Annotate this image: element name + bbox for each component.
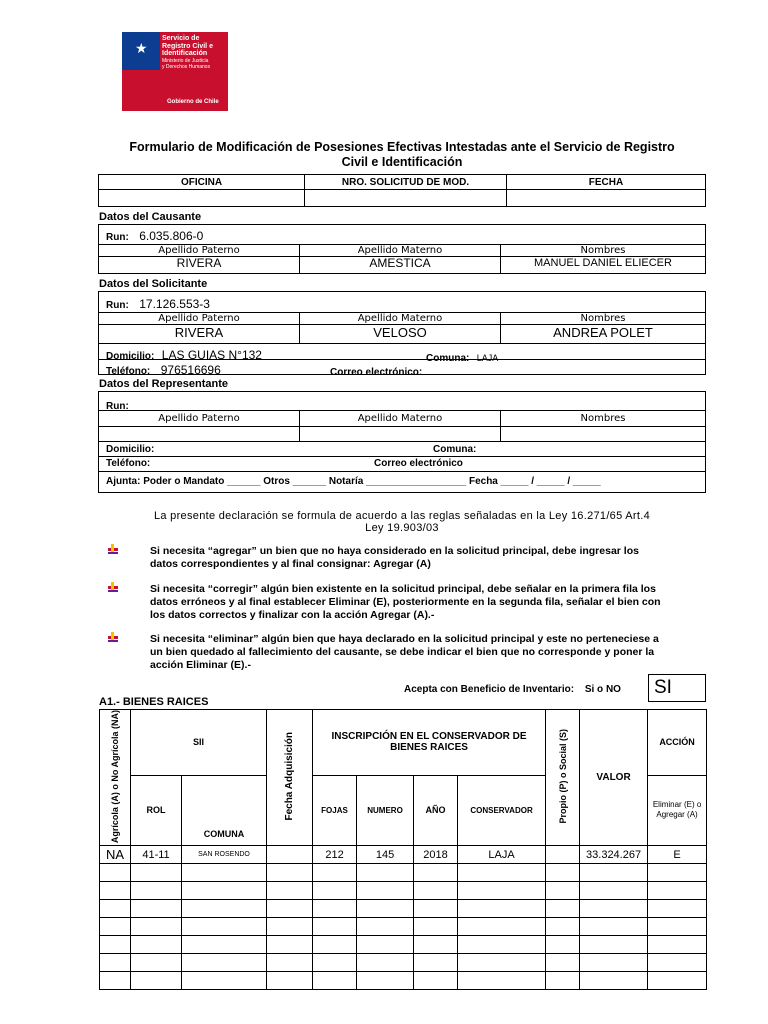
instruction-line: los datos correctos y finalizar con la acción Agregar (A).- bbox=[150, 609, 435, 621]
solicitante-nombres-label: Nombres bbox=[580, 313, 626, 324]
fojas-cell[interactable] bbox=[313, 900, 357, 918]
solicitante-paterno-label: Apellido Paterno bbox=[158, 313, 240, 324]
table-row bbox=[100, 846, 707, 864]
solicitante-run-row bbox=[106, 295, 210, 313]
numero-header: NUMERO bbox=[357, 775, 414, 846]
form-title bbox=[98, 140, 706, 170]
solicitante-correo-label: Correo electrónico: bbox=[330, 367, 423, 378]
accion-cell[interactable] bbox=[648, 936, 707, 954]
comuna-cell[interactable] bbox=[182, 900, 267, 918]
table-row bbox=[100, 936, 707, 954]
rol-cell[interactable] bbox=[131, 864, 182, 882]
fojas-cell[interactable] bbox=[313, 972, 357, 990]
conservador-cell[interactable] bbox=[458, 918, 546, 936]
fecha-cell[interactable] bbox=[267, 846, 313, 864]
accion-cell[interactable] bbox=[648, 954, 707, 972]
rol-cell[interactable] bbox=[131, 936, 182, 954]
accion-cell[interactable] bbox=[648, 918, 707, 936]
representante-paterno-label: Apellido Paterno bbox=[158, 413, 240, 424]
accion-cell[interactable] bbox=[648, 864, 707, 882]
fojas-cell[interactable]: 212 bbox=[313, 846, 357, 864]
representante-comuna-label: Comuna: bbox=[433, 444, 477, 455]
propio-cell[interactable] bbox=[546, 900, 580, 918]
comuna-cell[interactable] bbox=[182, 918, 267, 936]
representante-nombres-cell bbox=[501, 411, 705, 441]
instruction-line: Si necesita “eliminar” algún bien que haya declarado en la solicitud principal y este no perteneciese a bbox=[150, 633, 659, 645]
office-header: OFICINA bbox=[99, 175, 305, 190]
solicitante-run-label: Run: bbox=[106, 300, 129, 311]
propio-cell[interactable] bbox=[546, 918, 580, 936]
causante-nombres-cell bbox=[501, 245, 705, 273]
conservador-cell[interactable] bbox=[458, 972, 546, 990]
representante-domicilio-label: Domicilio: bbox=[106, 444, 155, 455]
agricola-cell[interactable] bbox=[100, 918, 131, 936]
fojas-cell[interactable] bbox=[313, 954, 357, 972]
office-field[interactable] bbox=[99, 190, 305, 207]
numero-cell[interactable] bbox=[357, 882, 414, 900]
beneficio-value-box[interactable]: SI bbox=[648, 674, 706, 702]
propio-cell[interactable] bbox=[546, 954, 580, 972]
comuna-cell[interactable]: SAN ROSENDO bbox=[182, 846, 267, 864]
representante-run-label: Run: bbox=[106, 401, 129, 412]
causante-run-value[interactable]: 6.035.806-0 bbox=[139, 229, 204, 243]
declaration-line2: Ley 19.903/03 bbox=[365, 522, 439, 534]
solicitante-paterno-value[interactable]: RIVERA bbox=[99, 324, 299, 340]
causante-paterno-value[interactable]: RIVERA bbox=[99, 256, 299, 270]
representante-paterno-cell bbox=[99, 411, 300, 441]
propio-cell[interactable] bbox=[546, 936, 580, 954]
eliminar-agregar-header: Eliminar (E) o Agregar (A) bbox=[648, 775, 707, 846]
table-row bbox=[100, 954, 707, 972]
representante-divider bbox=[99, 456, 705, 457]
solicitante-divider bbox=[99, 359, 705, 360]
conservador-cell[interactable] bbox=[458, 936, 546, 954]
logo-line: Ministerio de Justicia bbox=[162, 58, 209, 64]
registro-civil-logo bbox=[122, 32, 228, 111]
logo-line: Servicio de bbox=[162, 35, 200, 42]
ano-cell[interactable] bbox=[414, 882, 458, 900]
solicitante-telefono-value[interactable]: 976516696 bbox=[160, 363, 221, 377]
propio-cell[interactable] bbox=[546, 972, 580, 990]
bienes-section-title: A1.- BIENES RAICES bbox=[99, 696, 209, 708]
agricola-header-cell bbox=[100, 710, 131, 846]
conservador-cell[interactable] bbox=[458, 864, 546, 882]
date-field[interactable] bbox=[507, 190, 706, 207]
declaration-text bbox=[98, 510, 706, 534]
causante-names-row bbox=[99, 244, 705, 273]
ano-cell[interactable] bbox=[414, 864, 458, 882]
rol-cell[interactable] bbox=[131, 918, 182, 936]
fojas-cell[interactable] bbox=[313, 918, 357, 936]
comuna-cell[interactable] bbox=[182, 882, 267, 900]
solicitante-domicilio-value[interactable]: LAS GUIAS N°132 bbox=[161, 348, 262, 362]
conservador-cell[interactable]: LAJA bbox=[458, 846, 546, 864]
table-row bbox=[100, 900, 707, 918]
ano-header: AÑO bbox=[414, 775, 458, 846]
valor-header: VALOR bbox=[580, 710, 648, 846]
rol-header: ROL bbox=[131, 775, 182, 846]
propio-header-cell bbox=[546, 710, 580, 846]
instruction-line: datos correspondientes y al final consignar: Agregar (A) bbox=[150, 558, 431, 570]
representante-names-row bbox=[99, 410, 705, 442]
valor-cell[interactable] bbox=[580, 954, 648, 972]
beneficio-label-row bbox=[404, 684, 621, 695]
office-table bbox=[98, 174, 706, 207]
form-title-line2: Civil e Identificación bbox=[341, 155, 463, 169]
bienes-body bbox=[100, 846, 707, 990]
fecha-cell[interactable] bbox=[267, 900, 313, 918]
agricola-cell[interactable] bbox=[100, 900, 131, 918]
solicitante-run-value[interactable]: 17.126.553-3 bbox=[139, 297, 210, 311]
valor-cell[interactable] bbox=[580, 900, 648, 918]
table-row bbox=[100, 882, 707, 900]
solicitante-names-row bbox=[99, 312, 705, 344]
conservador-cell[interactable] bbox=[458, 954, 546, 972]
instruction-corregir bbox=[150, 583, 702, 622]
ano-cell[interactable] bbox=[414, 918, 458, 936]
fecha-cell[interactable] bbox=[267, 882, 313, 900]
comuna-cell[interactable] bbox=[182, 936, 267, 954]
agricola-cell[interactable] bbox=[100, 882, 131, 900]
representante-materno-field[interactable] bbox=[300, 426, 500, 442]
numero-cell[interactable] bbox=[357, 918, 414, 936]
accion-cell[interactable] bbox=[648, 900, 707, 918]
causante-materno-cell bbox=[300, 245, 501, 273]
propio-cell[interactable] bbox=[546, 864, 580, 882]
representante-telefono-label: Teléfono: bbox=[106, 458, 151, 469]
valor-cell[interactable] bbox=[580, 918, 648, 936]
solicitante-correo-row bbox=[330, 362, 422, 380]
solicitante-comuna-label: Comuna: bbox=[426, 353, 470, 364]
form-title-line1: Formulario de Modificación de Posesiones Efectivas Intestadas ante el Servicio de Registro bbox=[129, 140, 675, 154]
solicitante-nombres-cell bbox=[501, 313, 705, 343]
rol-cell[interactable] bbox=[131, 900, 182, 918]
fecha-cell[interactable] bbox=[267, 936, 313, 954]
rol-cell[interactable] bbox=[131, 882, 182, 900]
instruction-agregar bbox=[150, 545, 702, 571]
valor-cell[interactable] bbox=[580, 882, 648, 900]
bienes-raices-table bbox=[99, 709, 707, 990]
star-icon: ★ bbox=[135, 40, 148, 56]
solicitante-telefono-row bbox=[106, 361, 221, 379]
causante-nombres-value[interactable]: MANUEL DANIEL ELIECER bbox=[501, 256, 705, 270]
solicitante-section-title: Datos del Solicitante bbox=[99, 278, 208, 290]
accion-cell[interactable] bbox=[648, 882, 707, 900]
fojas-cell[interactable] bbox=[313, 882, 357, 900]
accion-cell[interactable]: E bbox=[648, 846, 707, 864]
rol-cell[interactable]: 41-11 bbox=[131, 846, 182, 864]
ano-cell[interactable] bbox=[414, 900, 458, 918]
logo-line: Registro Civil e bbox=[162, 42, 213, 50]
causante-run-label: Run: bbox=[106, 232, 129, 243]
accion-cell[interactable] bbox=[648, 972, 707, 990]
representante-paterno-field[interactable] bbox=[99, 426, 299, 442]
valor-cell[interactable] bbox=[580, 972, 648, 990]
instruction-line: Si necesita “agregar” un bien que no haya considerado en la solicitud principal, debe ingresar los bbox=[150, 545, 639, 557]
causante-nombres-label: Nombres bbox=[580, 245, 626, 256]
logo-line: y Derechos Humanos bbox=[162, 64, 211, 70]
table-row bbox=[100, 864, 707, 882]
logo-bottom: Gobierno de Chile bbox=[167, 99, 219, 105]
agricola-cell[interactable] bbox=[100, 954, 131, 972]
valor-cell[interactable]: 33.324.267 bbox=[580, 846, 648, 864]
request-number-header: NRO. SOLICITUD DE MOD. bbox=[305, 175, 507, 190]
valor-cell[interactable] bbox=[580, 936, 648, 954]
representante-materno-cell bbox=[300, 411, 501, 441]
instruction-eliminar bbox=[150, 633, 702, 672]
request-number-field[interactable] bbox=[305, 190, 507, 207]
fecha-cell[interactable] bbox=[267, 918, 313, 936]
ano-cell[interactable] bbox=[414, 954, 458, 972]
logo-subtext bbox=[162, 58, 226, 70]
agricola-cell[interactable]: NA bbox=[100, 846, 131, 864]
solicitante-comuna-row bbox=[426, 348, 498, 366]
solicitante-materno-label: Apellido Materno bbox=[357, 313, 443, 324]
rol-cell[interactable] bbox=[131, 954, 182, 972]
logo-blue-square bbox=[122, 32, 160, 70]
numero-cell[interactable]: 145 bbox=[357, 846, 414, 864]
solicitante-materno-value[interactable]: VELOSO bbox=[300, 324, 500, 340]
date-header: FECHA bbox=[507, 175, 706, 190]
agricola-cell[interactable] bbox=[100, 936, 131, 954]
solicitante-comuna-value[interactable]: LAJA bbox=[476, 353, 499, 363]
ano-cell[interactable] bbox=[414, 936, 458, 954]
causante-materno-label: Apellido Materno bbox=[357, 245, 443, 256]
numero-cell[interactable] bbox=[357, 936, 414, 954]
instruction-line: datos erróneos y al final establecer Eliminar (E), posteriormente en la segunda fila, señalar el bien con bbox=[150, 596, 661, 608]
representante-nombres-label: Nombres bbox=[580, 413, 626, 424]
representante-correo-label: Correo electrónico bbox=[374, 458, 463, 469]
conservador-cell[interactable] bbox=[458, 882, 546, 900]
comuna-cell[interactable] bbox=[182, 972, 267, 990]
declaration-line1: La presente declaración se formula de acuerdo a las reglas señaladas en la Ley 16.271/65 Art.4 bbox=[153, 510, 650, 522]
instruction-line: Si necesita “corregir” algún bien existente en la solicitud principal, debe señalar en la primera fila los bbox=[150, 583, 656, 595]
solicitante-nombres-value[interactable]: ANDREA POLET bbox=[501, 324, 705, 340]
fojas-cell[interactable] bbox=[313, 936, 357, 954]
conservador-header: CONSERVADOR bbox=[458, 775, 546, 846]
instruction-line: un bien quedado al fallecimiento del causante, se debe indicar el bien que no corresponde y poner la bbox=[150, 646, 655, 658]
bullet-icon bbox=[108, 632, 118, 642]
bullet-icon bbox=[108, 544, 118, 554]
solicitante-materno-cell bbox=[300, 313, 501, 343]
numero-cell[interactable] bbox=[357, 900, 414, 918]
solicitante-telefono-label: Teléfono: bbox=[106, 366, 151, 377]
ano-cell[interactable]: 2018 bbox=[414, 846, 458, 864]
propio-cell[interactable] bbox=[546, 882, 580, 900]
causante-paterno-label: Apellido Paterno bbox=[158, 245, 240, 256]
conservador-cell[interactable] bbox=[458, 900, 546, 918]
solicitante-domicilio-label: Domicilio: bbox=[106, 351, 155, 362]
numero-cell[interactable] bbox=[357, 972, 414, 990]
propio-header: Propio (P) o Social (S) bbox=[557, 729, 568, 824]
fecha-cell[interactable] bbox=[267, 954, 313, 972]
comuna-cell[interactable] bbox=[182, 864, 267, 882]
bullet-icon bbox=[108, 582, 118, 592]
agricola-cell[interactable] bbox=[100, 864, 131, 882]
solicitante-paterno-cell bbox=[99, 313, 300, 343]
representante-nombres-field[interactable] bbox=[501, 426, 705, 442]
inscripcion-header: INSCRIPCIÓN EN EL CONSERVADOR DE BIENES RAICES bbox=[313, 710, 546, 776]
representante-materno-label: Apellido Materno bbox=[357, 413, 443, 424]
valor-cell[interactable] bbox=[580, 864, 648, 882]
fecha-header-cell bbox=[267, 710, 313, 846]
propio-cell[interactable] bbox=[546, 846, 580, 864]
agricola-cell[interactable] bbox=[100, 972, 131, 990]
beneficio-label: Acepta con Beneficio de Inventario: bbox=[404, 684, 575, 695]
comuna-header: COMUNA bbox=[182, 775, 267, 846]
instruction-line: acción Eliminar (E).- bbox=[150, 659, 251, 671]
accion-header: ACCIÓN bbox=[648, 710, 707, 776]
rol-cell[interactable] bbox=[131, 972, 182, 990]
beneficio-option: Si o NO bbox=[584, 684, 621, 695]
representante-section-title: Datos del Representante bbox=[99, 378, 228, 390]
table-row bbox=[100, 972, 707, 990]
causante-paterno-cell bbox=[99, 245, 300, 273]
causante-materno-value[interactable]: AMESTICA bbox=[300, 256, 500, 270]
causante-run-row bbox=[106, 227, 203, 245]
representante-divider-2 bbox=[99, 471, 705, 472]
causante-section-title: Datos del Causante bbox=[99, 211, 202, 223]
fecha-cell[interactable] bbox=[267, 864, 313, 882]
table-row bbox=[100, 918, 707, 936]
fojas-cell[interactable] bbox=[313, 864, 357, 882]
fojas-header: FOJAS bbox=[313, 775, 357, 846]
logo-line: Identificación bbox=[162, 50, 208, 57]
fecha-cell[interactable] bbox=[267, 972, 313, 990]
sii-header: SII bbox=[131, 710, 267, 776]
logo-text bbox=[162, 35, 226, 58]
fecha-header: Fecha Adquisición bbox=[284, 732, 296, 821]
numero-cell[interactable] bbox=[357, 864, 414, 882]
agricola-header: Agrícola (A) o No Agrícola (NA) bbox=[110, 710, 120, 844]
representante-ajunta-line[interactable]: Ajunta: Poder o Mandato ______ Otros ______ Notaría __________________ Fecha _____ / _____ / _____ bbox=[106, 476, 601, 487]
ano-cell[interactable] bbox=[414, 972, 458, 990]
numero-cell[interactable] bbox=[357, 954, 414, 972]
comuna-cell[interactable] bbox=[182, 954, 267, 972]
